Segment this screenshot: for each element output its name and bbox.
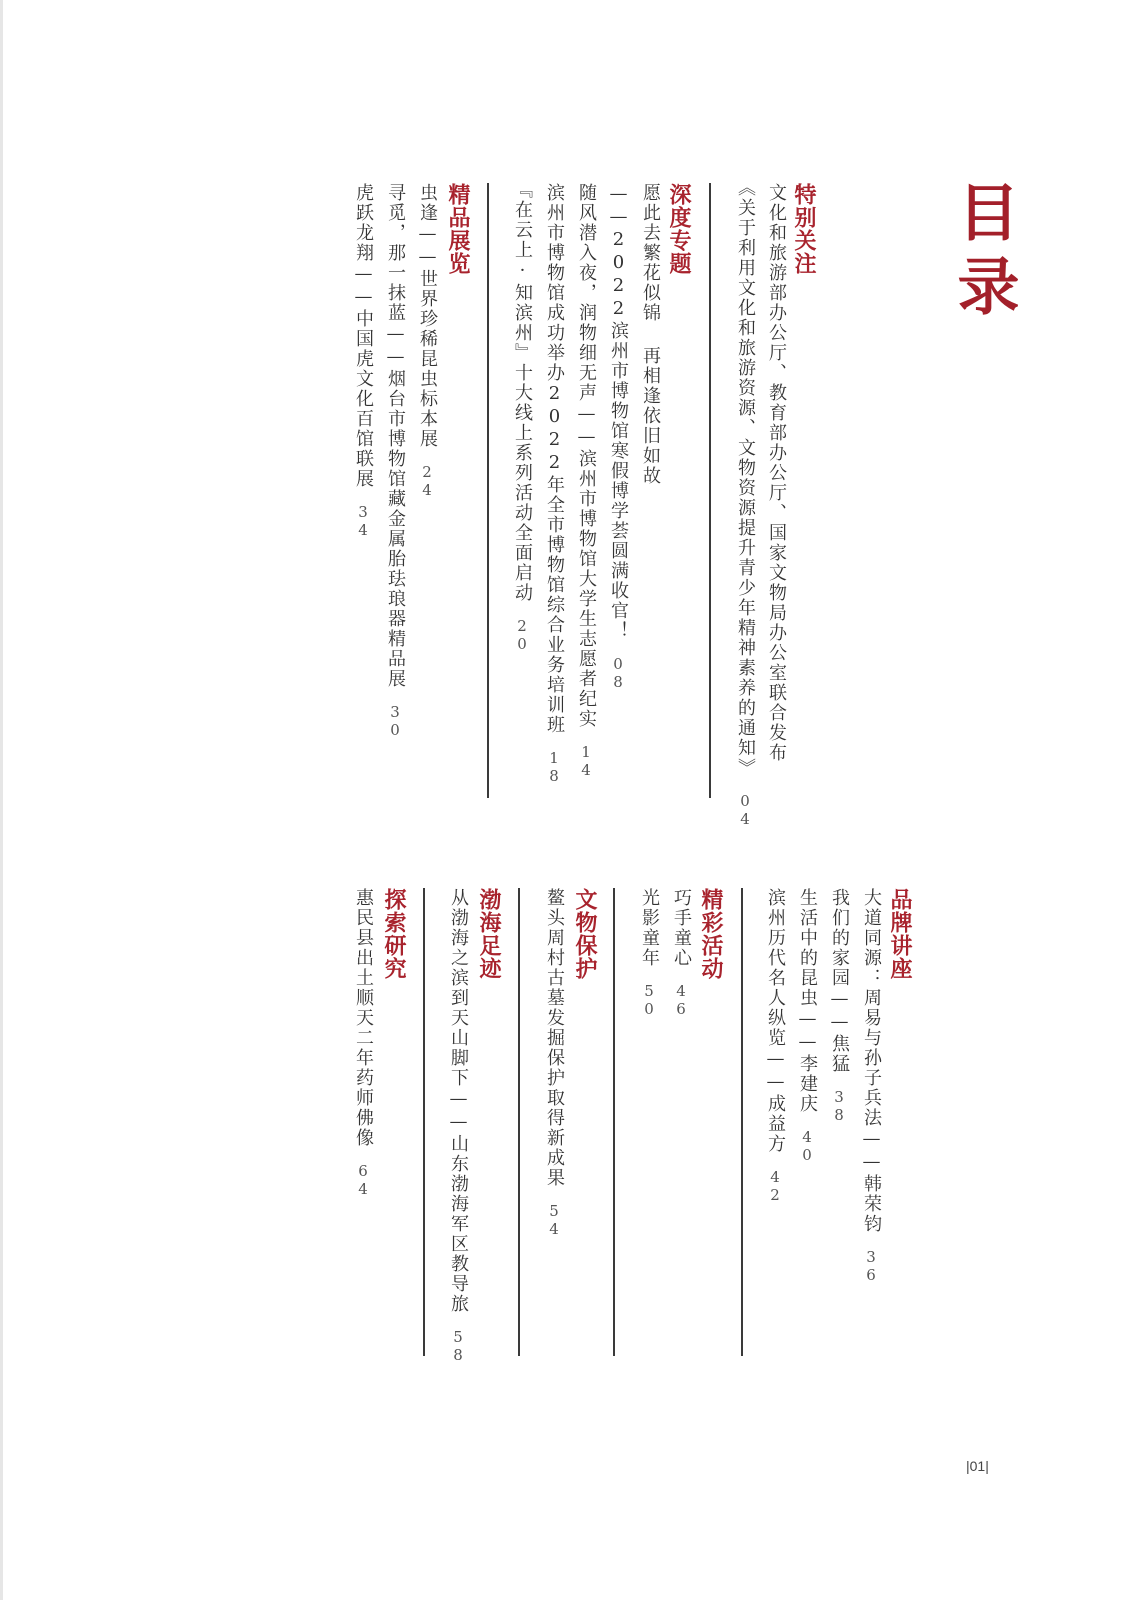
page-ref: 18 (545, 749, 563, 785)
section-divider (709, 183, 711, 798)
toc-entry[interactable]: 巧手童心46 (671, 888, 692, 1018)
toc-entry[interactable]: 虎跃龙翔——中国虎文化百馆联展34 (353, 183, 374, 539)
toc-entry[interactable]: 鳌头周村古墓发掘保护取得新成果54 (544, 888, 565, 1238)
toc-entry[interactable]: 我们的家园——焦猛38 (829, 888, 850, 1124)
toc-entry[interactable]: 滨州历代名人纵览——成益方42 (765, 888, 786, 1204)
section-heading-pinpai: 品牌讲座 (887, 888, 913, 980)
toc-entry[interactable]: 生活中的昆虫——李建庆40 (797, 888, 818, 1164)
toc-entry[interactable]: 随风潜入夜，润物细无声——滨州市博物馆大学生志愿者纪实14 (576, 183, 597, 779)
page-ref: 36 (862, 1248, 880, 1284)
page-ref: 50 (640, 982, 658, 1018)
toc-entry[interactable]: 『在云上·知滨州』十大线上系列活动全面启动20 (512, 180, 533, 653)
section-heading-wenwu: 文物保护 (572, 888, 598, 980)
toc-entry[interactable]: 大道同源：周易与孙子兵法——韩荣钧36 (861, 888, 882, 1284)
section-heading-bohai: 渤海足迹 (476, 888, 502, 980)
page-number: |01| (966, 1458, 989, 1474)
page-edge (0, 0, 3, 1600)
section-heading-jingpin: 精品展览 (445, 183, 471, 275)
page-ref: 08 (609, 655, 627, 691)
page-ref: 04 (736, 792, 754, 828)
page-ref: 38 (830, 1088, 848, 1124)
toc-entry[interactable]: 愿此去繁花似锦 再相逢依旧如故 (640, 183, 661, 486)
toc-entry[interactable]: 滨州市博物馆成功举办2022年全市博物馆综合业务培训班18 (544, 183, 565, 785)
page-ref: 54 (545, 1202, 563, 1238)
section-divider (423, 888, 425, 1356)
toc-entry[interactable]: 惠民县出土顺天二年药师佛像64 (353, 888, 374, 1198)
section-heading-tebie: 特别关注 (791, 183, 817, 275)
page-ref: 64 (354, 1162, 372, 1198)
section-heading-tansuo: 探索研究 (381, 888, 407, 980)
section-divider (487, 183, 489, 798)
toc-entry[interactable]: 光影童年50 (639, 888, 660, 1018)
section-divider (518, 888, 520, 1356)
toc-entry[interactable]: 文化和旅游部办公厅、教育部办公厅、国家文物局办公室联合发布 (766, 183, 787, 763)
page-ref: 30 (386, 703, 404, 739)
page-ref: 42 (766, 1168, 784, 1204)
section-heading-jingcai: 精彩活动 (698, 888, 724, 980)
page-title: 目录 (947, 180, 1020, 328)
toc-entry[interactable]: 《关于利用文化和旅游资源、文物资源提升青少年精神素养的通知》04 (735, 178, 756, 828)
page-ref: 58 (449, 1328, 467, 1364)
page-ref: 40 (798, 1128, 816, 1164)
section-divider (741, 888, 743, 1356)
toc-entry[interactable]: 虫逢——世界珍稀昆虫标本展24 (417, 183, 438, 499)
page-ref: 34 (354, 503, 372, 539)
section-heading-shendu: 深度专题 (666, 183, 692, 275)
section-divider (613, 888, 615, 1356)
toc-entry[interactable]: 从渤海之滨到天山脚下——山东渤海军区教导旅58 (448, 888, 469, 1364)
page-ref: 20 (513, 617, 531, 653)
page-ref: 14 (577, 743, 595, 779)
page-ref: 46 (672, 982, 690, 1018)
toc-entry[interactable]: 寻觅，那一抹蓝——烟台市博物馆藏金属胎珐琅器精品展30 (385, 183, 406, 739)
page-ref: 24 (418, 463, 436, 499)
toc-entry[interactable]: ——2022滨州市博物馆寒假博学荟圆满收官！08 (608, 183, 629, 691)
